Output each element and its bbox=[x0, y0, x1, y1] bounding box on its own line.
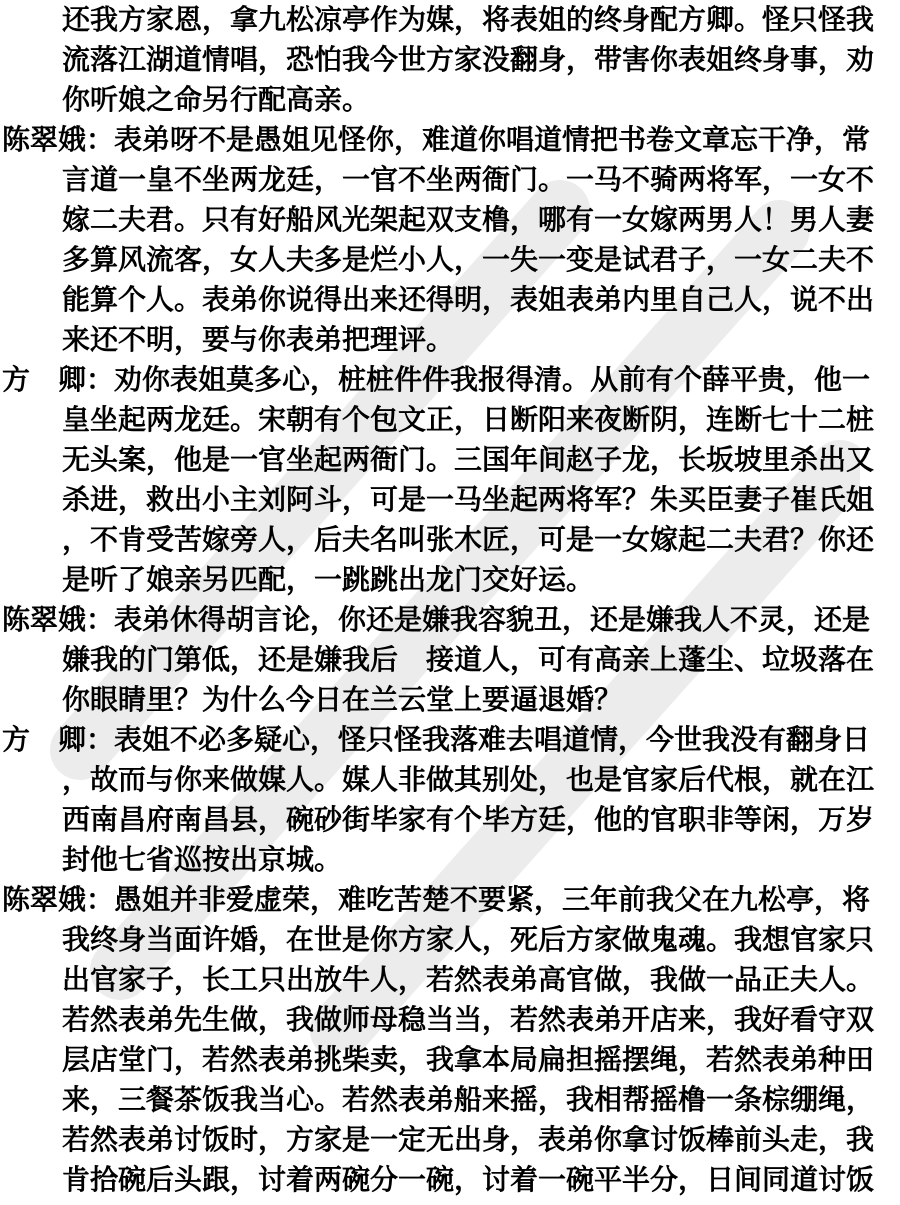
text-line: 嫁二夫君。只有好船风光架起双支橹，哪有一女嫁两男人！男人妻 bbox=[62, 203, 875, 236]
text-line: 皇坐起两龙廷。宋朝有个包文正，日断阳来夜断阴，连断七十二桩 bbox=[62, 403, 875, 436]
text-line: 能算个人。表弟你说得出来还得明，表姐表弟内里自己人，说不出 bbox=[62, 283, 875, 316]
text-line: 你听娘之命另行配高亲。 bbox=[62, 83, 371, 116]
text-line: 多算风流客，女人夫多是烂小人，一失一变是试君子，一女二夫不 bbox=[62, 243, 875, 276]
text-line: 来还不明，要与你表弟把理评。 bbox=[62, 323, 455, 356]
text-line: 你眼睛里？为什么今日在兰云堂上要逼退婚？ bbox=[62, 683, 623, 716]
text-line: 是听了娘亲另匹配，一跳跳出龙门交好运。 bbox=[62, 563, 595, 596]
text-line: 若然表弟讨饭时，方家是一定无出身，表弟你拿讨饭棒前头走，我 bbox=[62, 1123, 875, 1156]
text-line: 陈翠娥：表弟呀不是愚姐见怪你，难道你唱道情把书卷文章忘干净，常 bbox=[2, 123, 871, 156]
text-line: ，不肯受苦嫁旁人，后夫名叫张木匠，可是一女嫁起二夫君？你还 bbox=[62, 523, 875, 556]
text-line: 层店堂门，若然表弟挑柴卖，我拿本局扁担摇摆绳，若然表弟种田 bbox=[62, 1043, 875, 1076]
text-line: 陈翠娥：表弟休得胡言论，你还是嫌我容貌丑，还是嫌我人不灵，还是 bbox=[2, 603, 871, 636]
text-line: 流落江湖道情唱，恐怕我今世方家没翻身，带害你表姐终身事，劝 bbox=[62, 43, 875, 76]
text-line: 嫌我的门第低，还是嫌我后 接道人，可有高亲上蓬尘、垃圾落在 bbox=[62, 643, 875, 676]
text-line: 封他七省巡按出京城。 bbox=[62, 843, 343, 876]
text-line: 出官家子，长工只出放牛人，若然表弟高官做，我做一品正夫人。 bbox=[62, 963, 875, 996]
text-line: 方 卿：劝你表姐莫多心，桩桩件件我报得清。从前有个薛平贵，他一 bbox=[2, 363, 871, 396]
text-line: 言道一皇不坐两龙廷，一官不坐两衙门。一马不骑两将军，一女不 bbox=[62, 163, 875, 196]
text-line: 无头案，他是一官坐起两衙门。三国年间赵子龙，长坂坡里杀出又 bbox=[62, 443, 875, 476]
text-line: ，故而与你来做媒人。媒人非做其别处，也是官家后代根，就在江 bbox=[62, 763, 875, 796]
text-line: 方 卿：表姐不必多疑心，怪只怪我落难去唱道情，今世我没有翻身日 bbox=[2, 723, 871, 756]
text-line: 肯拾碗后头跟，讨着两碗分一碗，讨着一碗平半分，日间同道讨饭 bbox=[62, 1163, 875, 1196]
text-line: 杀进，救出小主刘阿斗，可是一马坐起两将军？朱买臣妻子崔氏姐 bbox=[62, 483, 875, 516]
text-line: 还我方家恩，拿九松凉亭作为媒，将表姐的终身配方卿。怪只怪我 bbox=[62, 3, 875, 36]
text-line: 西南昌府南昌县，碗砂街毕家有个毕方廷，他的官职非等闲，万岁 bbox=[62, 803, 875, 836]
text-line: 若然表弟先生做，我做师母稳当当，若然表弟开店来，我好看守双 bbox=[62, 1003, 875, 1036]
text-line: 陈翠娥：愚姐并非爱虚荣，难吃苦楚不要紧，三年前我父在九松亭，将 bbox=[2, 883, 871, 916]
text-line: 我终身当面许婚，在世是你方家人，死后方家做鬼魂。我想官家只 bbox=[62, 923, 875, 956]
text-line: 来，三餐茶饭我当心。若然表弟船来摇，我相帮摇橹一条棕绷绳， bbox=[62, 1083, 875, 1116]
